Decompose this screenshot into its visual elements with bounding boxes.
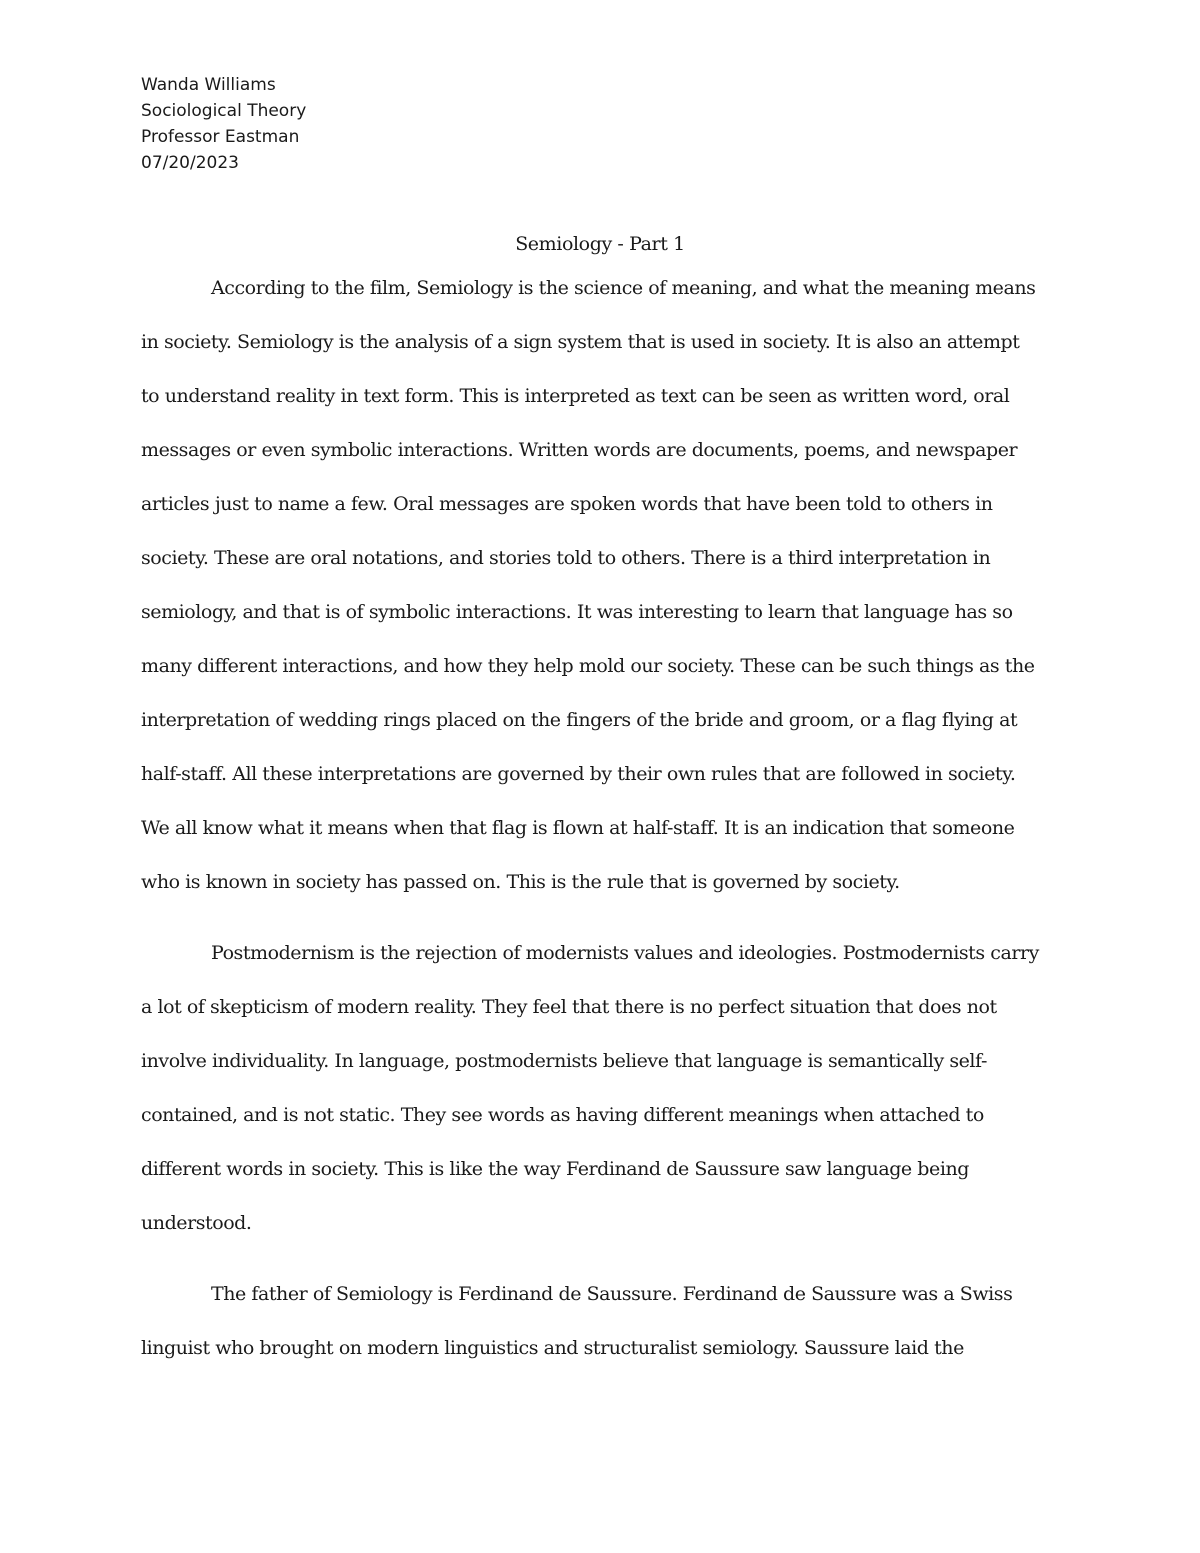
paragraph-line: linguist who brought on modern linguistics and structuralist semiology. Saussure laid the <box>141 1337 964 1359</box>
paragraph-line: who is known in society has passed on. This is the rule that is governed by society. <box>141 871 900 893</box>
paragraph-line: messages or even symbolic interactions. Written words are documents, poems, and newspaper <box>141 439 1018 461</box>
paragraph-line: in society. Semiology is the analysis of a sign system that is used in society. It is also an attempt <box>141 331 1020 353</box>
paragraph-line: The father of Semiology is Ferdinand de Saussure. Ferdinand de Saussure was a Swiss <box>211 1283 1013 1305</box>
document-header <box>141 72 306 176</box>
paragraph-line: half-staff. All these interpretations are governed by their own rules that are followed in society. <box>141 763 1016 785</box>
paragraph-line: involve individuality. In language, postmodernists believe that language is semantically self- <box>141 1050 987 1072</box>
paragraph-line: semiology, and that is of symbolic interactions. It was interesting to learn that language has so <box>141 601 1013 623</box>
paragraph-line: contained, and is not static. They see words as having different meanings when attached to <box>141 1104 984 1126</box>
paragraph-line: interpretation of wedding rings placed on the fingers of the bride and groom, or a flag flying at <box>141 709 1018 731</box>
document-title: Semiology - Part 1 <box>515 233 685 255</box>
paragraph-line: Postmodernism is the rejection of modernists values and ideologies. Postmodernists carry <box>211 942 1039 964</box>
paragraph-line: understood. <box>141 1212 252 1234</box>
paragraph-line: articles just to name a few. Oral messages are spoken words that have been told to others in <box>141 493 993 515</box>
paragraph-line: We all know what it means when that flag is flown at half-staff. It is an indication that someone <box>141 817 1015 839</box>
author-name: Wanda Williams <box>141 75 276 95</box>
paragraph-line: a lot of skepticism of modern reality. They feel that there is no perfect situation that does not <box>141 996 997 1018</box>
paragraph-line: society. These are oral notations, and stories told to others. There is a third interpretation in <box>141 547 991 569</box>
paragraph-line: According to the film, Semiology is the science of meaning, and what the meaning means <box>211 277 1036 299</box>
document-date: 07/20/2023 <box>141 153 239 173</box>
paragraph-line: many different interactions, and how they help mold our society. These can be such things as the <box>141 655 1035 677</box>
professor-name: Professor Eastman <box>141 127 300 147</box>
paragraph-line: different words in society. This is like the way Ferdinand de Saussure saw language being <box>141 1158 969 1180</box>
paragraph-line: to understand reality in text form. This is interpreted as text can be seen as written word, oral <box>141 385 1010 407</box>
course-name: Sociological Theory <box>141 101 307 121</box>
